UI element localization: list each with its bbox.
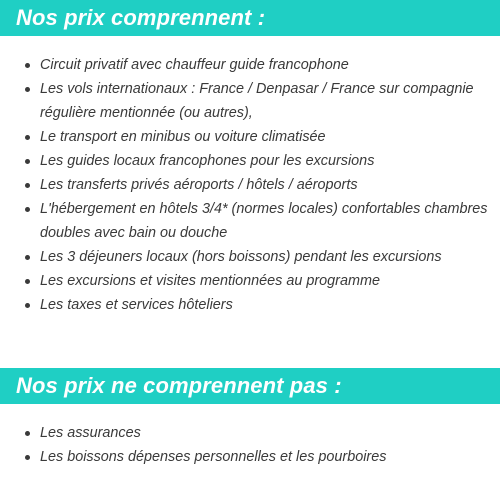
list-item-text: Les excursions et visites mentionnées au programme [40, 273, 380, 289]
list-item-text: Les vols internationaux : France / Denpasar / France sur compagnie régulière mentionnée (ou autres), [40, 81, 474, 121]
list-item-text: Le transport en minibus ou voiture climatisée [40, 129, 326, 145]
included-banner [0, 0, 500, 36]
bullet-icon [25, 431, 30, 436]
bullet-icon [25, 303, 30, 308]
list-item-text: Les 3 déjeuners locaux (hors boissons) pendant les excursions [40, 249, 442, 265]
list-item [0, 125, 500, 149]
list-item-text: L'hébergement en hôtels 3/4* (normes locales) confortables chambres doubles avec bain ou douche [40, 201, 488, 241]
list-item [0, 197, 500, 245]
bullet-icon [25, 255, 30, 260]
list-item [0, 173, 500, 197]
list-item [0, 445, 500, 469]
list-item-text: Les transferts privés aéroports / hôtels / aéroports [40, 177, 358, 193]
list-item-text: Les guides locaux francophones pour les excursions [40, 153, 375, 169]
list-item [0, 77, 500, 125]
bullet-icon [25, 87, 30, 92]
bullet-icon [25, 183, 30, 188]
list-item [0, 149, 500, 173]
list-item [0, 293, 500, 317]
list-item-text: Circuit privatif avec chauffeur guide francophone [40, 57, 349, 73]
list-item-text: Les assurances [40, 425, 141, 441]
included-title: Nos prix comprennent : [16, 5, 266, 30]
bullet-icon [25, 207, 30, 212]
list-item [0, 245, 500, 269]
list-item [0, 421, 500, 445]
bullet-icon [25, 279, 30, 284]
bullet-icon [25, 159, 30, 164]
included-list [0, 53, 500, 317]
list-item [0, 269, 500, 293]
excluded-banner [0, 368, 500, 404]
bullet-icon [25, 63, 30, 68]
bullet-icon [25, 455, 30, 460]
excluded-section [0, 368, 500, 469]
excluded-title: Nos prix ne comprennent pas : [16, 373, 342, 398]
bullet-icon [25, 135, 30, 140]
list-item-text: Les boissons dépenses personnelles et les pourboires [40, 449, 387, 465]
excluded-list [0, 421, 500, 469]
list-item-text: Les taxes et services hôteliers [40, 297, 233, 313]
list-item [0, 53, 500, 77]
